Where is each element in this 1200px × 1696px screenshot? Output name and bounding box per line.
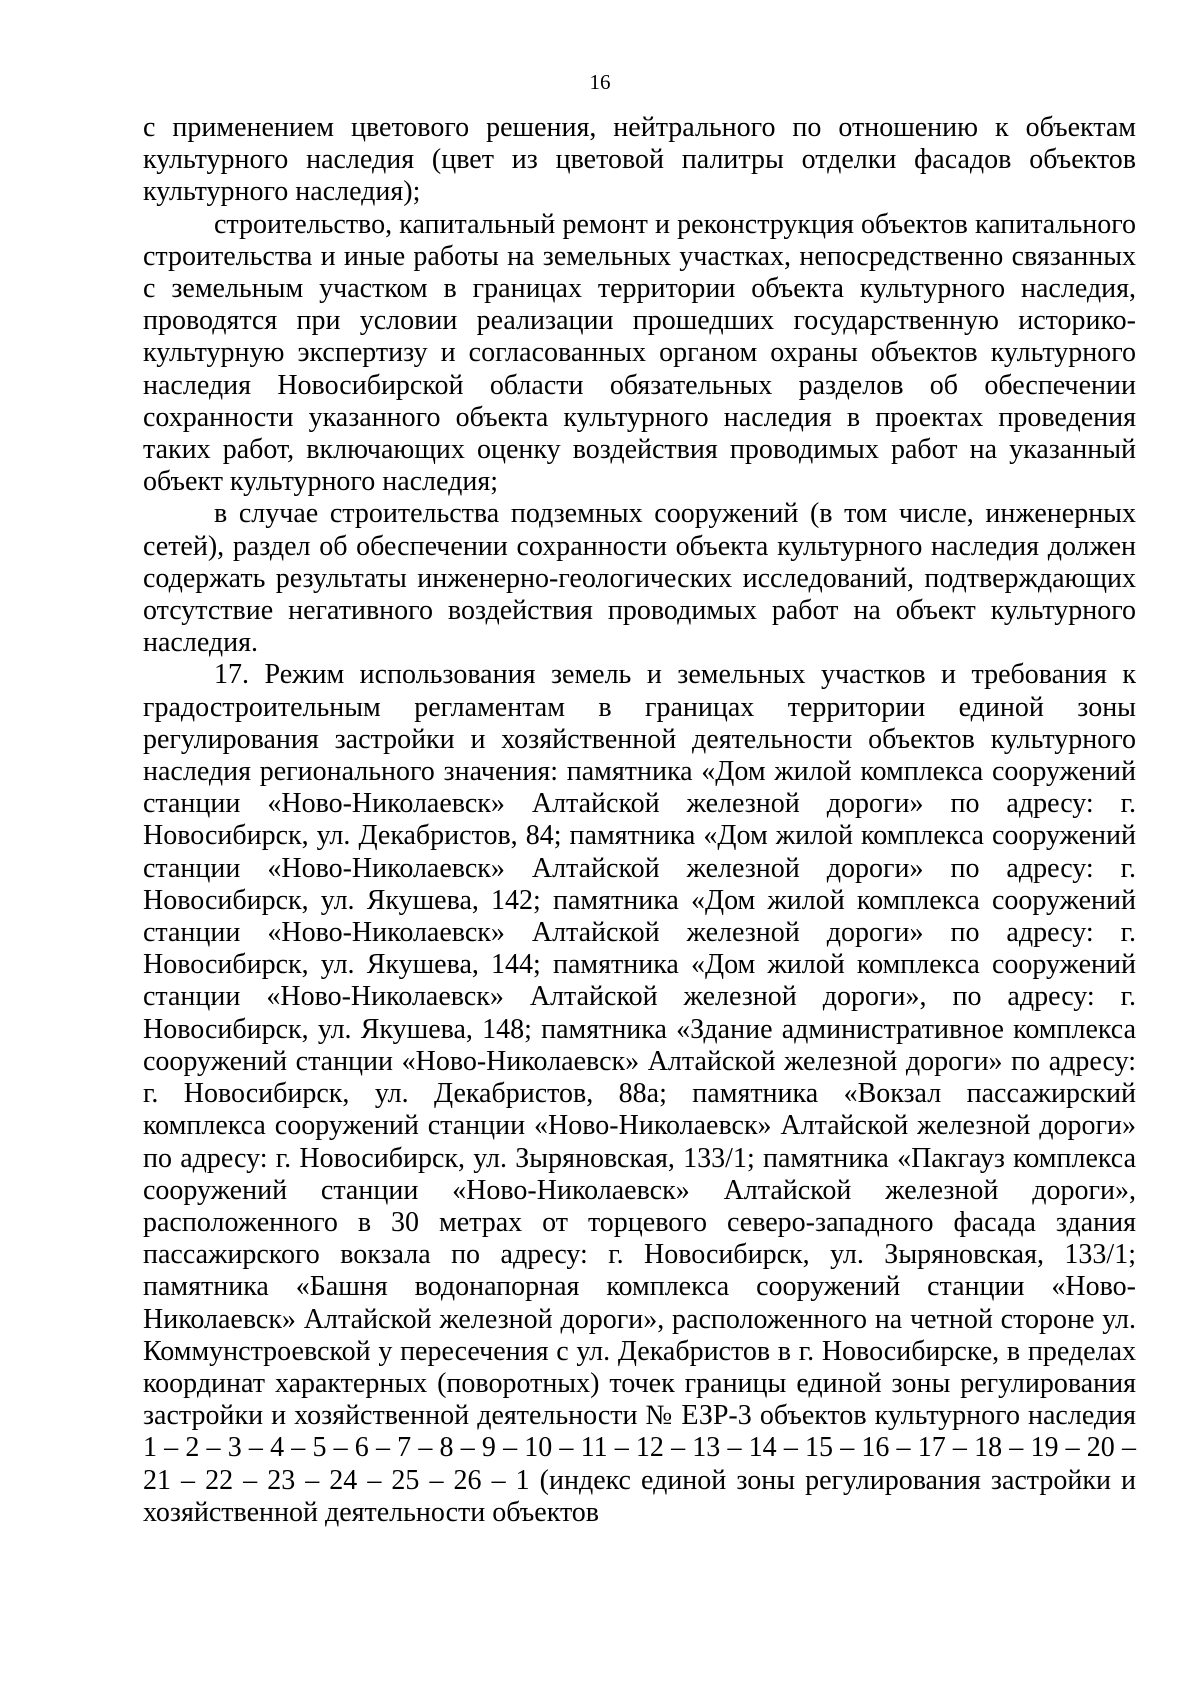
page-number: 16 — [589, 70, 611, 94]
paragraph-item-17-land-use-regime: 17. Режим использования земель и земельных участков и требования к градостроительным регламентам в границах территории единой зоны регулирования застройки и хозяйственной деятельности объектов культурного наследия регионального значения: памятника «Дом жилой комплекса сооружений станции «Ново-Николаевск» Алтайской железной дороги» по адресу: г. Новосибирск, ул. Декабристов, 84; памятника «Дом жилой комплекса сооружений станции «Ново-Николаевск» Алтайской железной дороги» по адресу: г. Новосибирск, ул. Якушева, 142; памятника «Дом жилой комплекса сооружений станции «Ново-Николаевск» Алтайской железной дороги» по адресу: г. Новосибирск, ул. Якушева, 144; памятника «Дом жилой комплекса сооружений станции «Ново-Николаевск» Алтайской железной дороги», по адресу: г. Новосибирск, ул. Якушева, 148; памятника «Здание административное комплекса сооружений станции «Ново-Николаевск» Алтайской железной дороги» по адресу: г. Новосибирск, ул. Декабристов, 88а; памятника «Вокзал пассажирский комплекса сооружений станции «Ново-Николаевск» Алтайской железной дороги» по адресу: г. Новосибирск, ул. Зыряновская, 133/1; памятника «Пакгауз комплекса сооружений станции «Ново-Николаевск» Алтайской железной дороги», расположенного в 30 метрах от торцевого северо-западного фасада здания пассажирского вокзала по адресу: г. Новосибирск, ул. Зыряновская, 133/1; памятника «Башня водонапорная комплекса сооружений станции «Ново-Николаевск» Алтайской железной дороги», расположенного на четной стороне ул. Коммунстроевской у пересечения с ул. Декабристов в г. Новосибирске, в пределах координат характерных (поворотных) точек границы единой зоны регулирования застройки и хозяйственной деятельности № ЕЗР-3 объектов культурного наследия 1 – 2 – 3 – 4 – 5 – 6 – 7 – 8 – 9 – 10 – 11 – 12 – 13 – 14 – 15 – 16 – 17 – 18 – 19 – 20 – 21 – 22 – 23 – 24 – 25 – 26 – 1 (индекс единой зоны регулирования застройки и хозяйственной деятельности объектов — [143, 659, 1136, 1528]
paragraph-construction-works: строительство, капитальный ремонт и реконструкция объектов капитального строительства и иные работы на земельных участках, непосредственно связанных с земельным участком в границах территории объекта культурного наследия, проводятся при условии реализации прошедших государственную историко-культурную экспертизу и согласованных органом охраны объектов культурного наследия Новосибирской области обязательных разделов об обеспечении сохранности указанного объекта культурного наследия в проектах проведения таких работ, включающих оценку воздействия проводимых работ на указанный объект культурного наследия; — [143, 208, 1136, 498]
paragraph-underground-structures: в случае строительства подземных сооружений (в том числе, инженерных сетей), раздел об обеспечении сохранности объекта культурного наследия должен содержать результаты инженерно-геологических исследований, подтверждающих отсутствие негативного воздействия проводимых работ на объект культурного наследия. — [143, 498, 1136, 659]
paragraph-color-solution: с применением цветового решения, нейтрального по отношению к объектам культурного наследия (цвет из цветовой палитры отделки фасадов объектов культурного наследия); — [143, 112, 1136, 208]
document-body — [143, 112, 1136, 1529]
